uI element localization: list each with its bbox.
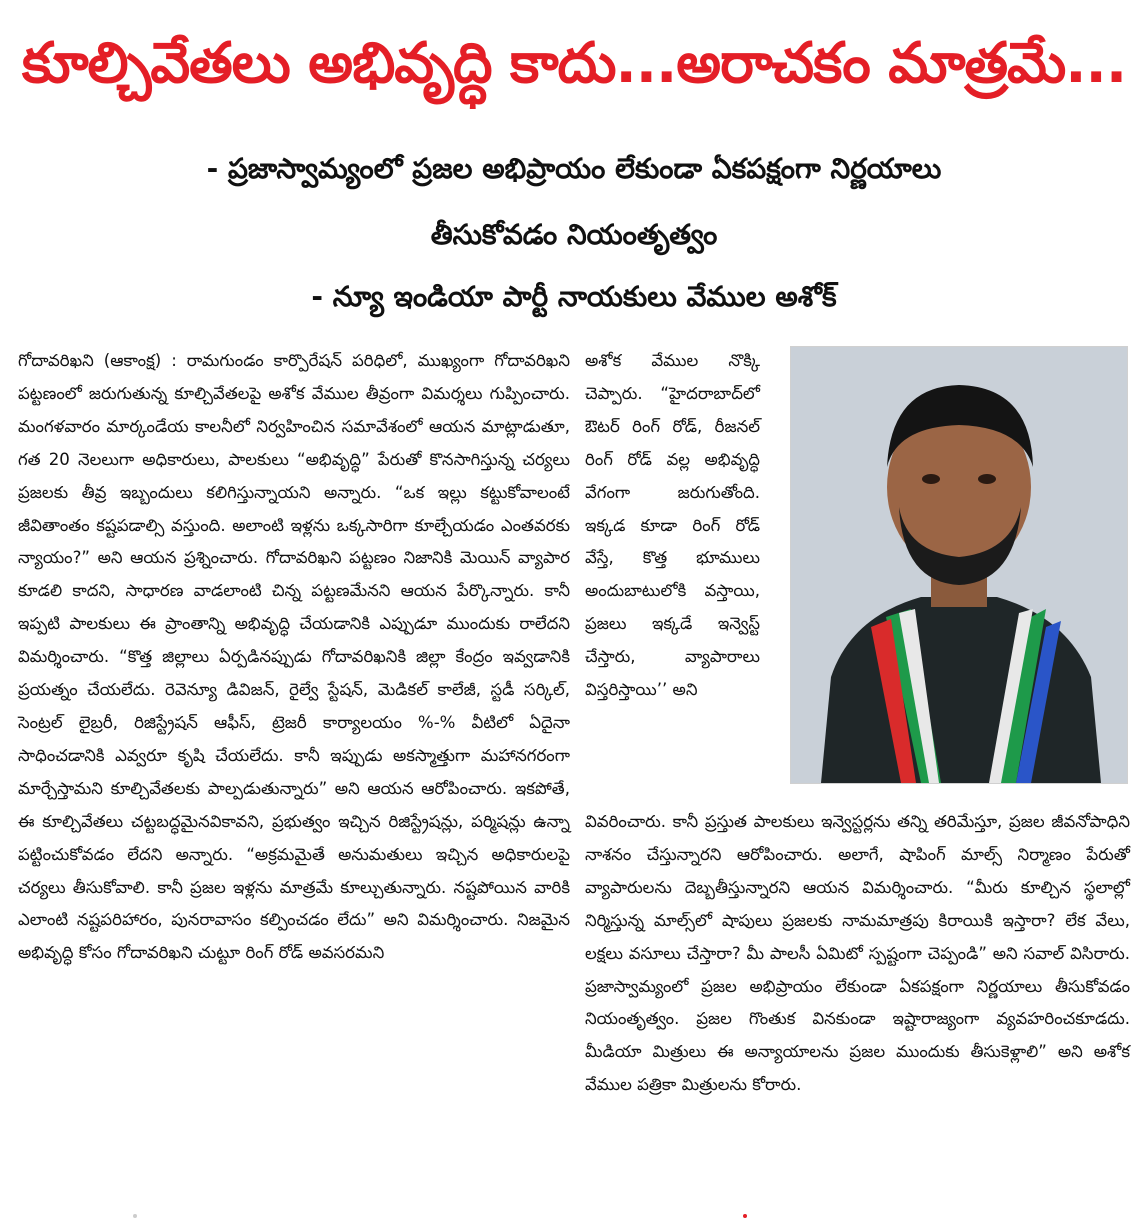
article-body-left: గోదావరిఖని (ఆకాంక్ష) : రామగుండం కార్పొరేషన్ పరిధిలో, ముఖ్యంగా గోదావరిఖని పట్టణంలో జరుగుతున్న కూల్చివేతలపై అశోక వేముల తీవ్రంగా విమర్శలు గుప్పించారు. మంగళవారం మార్కండేయ కాలనీలో నిర్వహించిన సమావేశంలో ఆయన మాట్లాడుతూ, గత 20 నెలలుగా అధికారులు, పాలకులు “అభివృద్ధి” పేరుతో కొనసాగిస్తున్న చర్యలు ప్రజలకు తీవ్ర ఇబ్బందులు కలిగిస్తున్నాయని అన్నారు. “ఒక ఇల్లు కట్టుకోవాలంటే జీవితాంతం కష్టపడాల్సి వస్తుంది. అలాంటి ఇళ్లను ఒక్కసారిగా కూల్చేయడం ఎంతవరకు న్యాయం?” అని ఆయన ప్రశ్నించారు. గోదావరిఖని పట్టణం నిజానికి మెయిన్ వ్యాపార కూడలి కాదని, సాధారణ వాడలాంటి చిన్న పట్టణమేనని ఆయన పేర్కొన్నారు. కానీ ఇప్పటి పాలకులు ఈ ప్రాంతాన్ని అభివృద్ధి చేయడానికి ఎప్పుడూ ముందుకు రాలేదని విమర్శించారు. “కొత్త జిల్లాలు ఏర్పడినప్పుడు గోదావరిఖనికి జిల్లా కేంద్రం ఇవ్వడానికి ప్రయత్నం చేయలేదు. రెవెన్యూ డివిజన్, రైల్వే స్టేషన్, మెడికల్ కాలేజీ, స్టడీ సర్కిల్, సెంట్రల్ లైబ్రరీ, రిజిస్ట్రేషన్ ఆఫీస్, ట్రెజరీ కార్యాలయం %-% వీటిలో ఏదైనా సాధించడానికి ఎవ్వరూ కృషి చేయలేదు. కానీ ఇప్పుడు అకస్మాత్తుగా మహానగరంగా మార్చేస్తామని కూల్చివేతలకు పాల్పడుతున్నారు” అని ఆయన ఆరోపించారు. ఇకపోతే, ఈ కూల్చివేతలు చట్టబద్ధమైనవికావని, ప్రభుత్వం ఇచ్చిన రిజిస్ట్రేషన్లు, పర్మిషన్లు ఉన్నా పట్టించుకోవడం లేదని అన్నారు. “అక్రమమైతే అనుమతులు ఇచ్చిన అధికారులపై చర్యలు తీసుకోవాలి. కానీ ప్రజల ఇళ్లను మాత్రమే కూల్చుతున్నారు. నష్టపోయిన వారికి ఎలాంటి నష్టపరిహారం, పునరావాసం కల్పించడం లేదు” అని విమర్శించారు. నిజమైన అభివృద్ధి కోసం గోదావరిఖని చుట్టూ రింగ్ రోడ్ అవసరమని bbox=[18, 351, 570, 963]
article-column-narrow bbox=[585, 345, 760, 707]
article-body-bottom: వివరించారు. కానీ ప్రస్తుత పాలకులు ఇన్వెస్టర్లను తన్ని తరిమేస్తూ, ప్రజల జీవనోపాధిని నాశనం చేస్తున్నారని ఆరోపించారు. అలాగే, షాపింగ్ మాల్స్ నిర్మాణం పేరుతో వ్యాపారులను దెబ్బతీస్తున్నారని ఆయన విమర్శించారు. “మీరు కూల్చిన స్థలాల్లో నిర్మిస్తున్న మాల్స్‌లో షాపులు ప్రజలకు నామమాత్రపు కిరాయికి ఇస్తారా? లేక వేలు, లక్షలు వసూలు చేస్తారా? మీ పాలసీ ఏమిటో స్పష్టంగా చెప్పండి” అని సవాల్ విసిరారు. ప్రజాస్వామ్యంలో ప్రజల అభిప్రాయం లేకుండా ఏకపక్షంగా నిర్ణయాలు తీసుకోవడం నియంతృత్వం. ప్రజల గొంతుక వినకుండా ఇష్టారాజ్యంగా వ్యవహరించకూడదు. మీడియా మిత్రులు ఈ అన్యాయాలను ప్రజల ముందుకు తీసుకెళ్లాలి” అని అశోక వేముల పత్రికా మిత్రులను కోరారు. bbox=[585, 812, 1130, 1095]
subheading-3: - న్యూ ఇండియా పార్టీ నాయకులు వేముల అశోక్ bbox=[311, 280, 837, 313]
article-column-left bbox=[18, 345, 570, 970]
headline: కూల్చివేతలు అభివృద్ధి కాదు...అరాచకం మాత్రమే... bbox=[21, 31, 1127, 96]
article-column-bottom bbox=[585, 806, 1130, 1102]
portrait-photo bbox=[790, 346, 1128, 784]
subheading-2: తీసుకోవడం నియంతృత్వం bbox=[430, 218, 718, 251]
page-footer-artifacts bbox=[0, 1210, 1148, 1219]
article-body-narrow: అశోక వేముల నొక్కి చెప్పారు. “హైదరాబాద్‌లో ఔటర్ రింగ్ రోడ్, రీజనల్ రింగ్ రోడ్ వల్ల అభివృద్ధి వేగంగా జరుగుతోంది. ఇక్కడ కూడా రింగ్ రోడ్ వేస్తే, కొత్త భూములు అందుబాటులోకి వస్తాయి, ప్రజలు ఇక్కడే ఇన్వెస్ట్ చేస్తారు, వ్యాపారాలు విస్తరిస్తాయి’’ అని bbox=[585, 351, 760, 700]
portrait-illustration bbox=[791, 347, 1127, 783]
subheading-1: - ప్రజాస్వామ్యంలో ప్రజల అభిప్రాయం లేకుండా ఏకపక్షంగా నిర్ణయాలు bbox=[206, 152, 942, 185]
